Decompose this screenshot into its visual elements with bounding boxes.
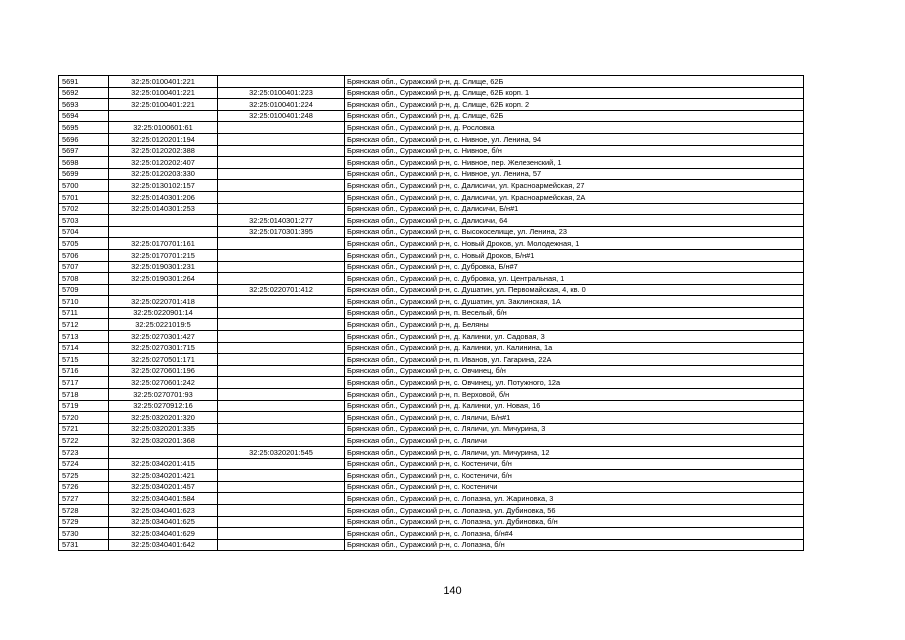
address-cell: Брянская обл., Суражский р-н, с. Далисичи, ул. Красноармейская, 2А xyxy=(345,191,804,203)
row-number-cell: 5722 xyxy=(59,435,109,447)
row-number-cell: 5693 xyxy=(59,99,109,111)
row-number-cell: 5714 xyxy=(59,342,109,354)
row-number-cell: 5719 xyxy=(59,400,109,412)
cadastral-number-cell: 32:25:0270601:196 xyxy=(109,365,218,377)
cadastral-number-cell xyxy=(109,284,218,296)
address-cell: Брянская обл., Суражский р-н, с. Лопазна, ул. Дубиновка, б/н xyxy=(345,516,804,528)
table-row xyxy=(59,539,804,551)
cadastral-number-cell: 32:25:0270501:171 xyxy=(109,354,218,366)
parent-cadastral-number-cell xyxy=(218,133,345,145)
address-cell: Брянская обл., Суражский р-н, с. Душатин, ул. Первомайская, 4, кв. 0 xyxy=(345,284,804,296)
table-row xyxy=(59,168,804,180)
parent-cadastral-number-cell: 32:25:0100401:248 xyxy=(218,110,345,122)
cadastral-number-cell xyxy=(109,110,218,122)
row-number-cell: 5716 xyxy=(59,365,109,377)
table-row xyxy=(59,226,804,238)
address-cell: Брянская обл., Суражский р-н, п. Веселый, б/н xyxy=(345,307,804,319)
parent-cadastral-number-cell: 32:25:0170301:395 xyxy=(218,226,345,238)
address-cell: Брянская обл., Суражский р-н, с. Лопазна, б/н xyxy=(345,539,804,551)
cadastral-number-cell: 32:25:0120201:194 xyxy=(109,133,218,145)
row-number-cell: 5729 xyxy=(59,516,109,528)
address-cell: Брянская обл., Суражский р-н, п. Иванов, ул. Гагарина, 22А xyxy=(345,354,804,366)
row-number-cell: 5731 xyxy=(59,539,109,551)
parent-cadastral-number-cell xyxy=(218,528,345,540)
address-cell: Брянская обл., Суражский р-н, с. Новый Дроков, ул. Молодежная, 1 xyxy=(345,238,804,250)
table-row xyxy=(59,423,804,435)
address-cell: Брянская обл., Суражский р-н, д. Рословка xyxy=(345,122,804,134)
row-number-cell: 5718 xyxy=(59,389,109,401)
cadastral-number-cell: 32:25:0140301:253 xyxy=(109,203,218,215)
row-number-cell: 5696 xyxy=(59,133,109,145)
parent-cadastral-number-cell: 32:25:0100401:223 xyxy=(218,87,345,99)
cadastral-number-cell: 32:25:0320201:320 xyxy=(109,412,218,424)
parent-cadastral-number-cell xyxy=(218,122,345,134)
row-number-cell: 5717 xyxy=(59,377,109,389)
table-row xyxy=(59,458,804,470)
row-number-cell: 5695 xyxy=(59,122,109,134)
row-number-cell: 5702 xyxy=(59,203,109,215)
table-row xyxy=(59,157,804,169)
table-row xyxy=(59,412,804,424)
table-row xyxy=(59,99,804,111)
row-number-cell: 5725 xyxy=(59,470,109,482)
parent-cadastral-number-cell xyxy=(218,157,345,169)
table-row xyxy=(59,284,804,296)
table-row xyxy=(59,238,804,250)
parent-cadastral-number-cell: 32:25:0220701:412 xyxy=(218,284,345,296)
row-number-cell: 5697 xyxy=(59,145,109,157)
row-number-cell: 5705 xyxy=(59,238,109,250)
table-row xyxy=(59,249,804,261)
address-cell: Брянская обл., Суражский р-н, с. Ляличи, Б/н#1 xyxy=(345,412,804,424)
parent-cadastral-number-cell xyxy=(218,331,345,343)
parent-cadastral-number-cell xyxy=(218,365,345,377)
address-cell: Брянская обл., Суражский р-н, п. Верховой, б/н xyxy=(345,389,804,401)
table-row xyxy=(59,215,804,227)
cadastral-number-cell: 32:25:0270701:93 xyxy=(109,389,218,401)
cadastral-number-cell: 32:25:0340401:584 xyxy=(109,493,218,505)
cadastral-number-cell: 32:25:0190301:231 xyxy=(109,261,218,273)
row-number-cell: 5701 xyxy=(59,191,109,203)
table-row xyxy=(59,481,804,493)
address-cell: Брянская обл., Суражский р-н, с. Лопазна, б/н#4 xyxy=(345,528,804,540)
parent-cadastral-number-cell xyxy=(218,203,345,215)
parent-cadastral-number-cell xyxy=(218,273,345,285)
parent-cadastral-number-cell xyxy=(218,400,345,412)
address-cell: Брянская обл., Суражский р-н, д. Слище, 62Б xyxy=(345,76,804,88)
table-row xyxy=(59,470,804,482)
address-cell: Брянская обл., Суражский р-н, с. Лопазна, ул. Жариновка, 3 xyxy=(345,493,804,505)
row-number-cell: 5700 xyxy=(59,180,109,192)
table-row xyxy=(59,435,804,447)
cadastral-number-cell xyxy=(109,215,218,227)
address-cell: Брянская обл., Суражский р-н, с. Костеничи, б/н xyxy=(345,458,804,470)
row-number-cell: 5715 xyxy=(59,354,109,366)
row-number-cell: 5709 xyxy=(59,284,109,296)
parent-cadastral-number-cell xyxy=(218,307,345,319)
address-cell: Брянская обл., Суражский р-н, с. Душатин, ул. Заклинская, 1А xyxy=(345,296,804,308)
table-row xyxy=(59,365,804,377)
table-row xyxy=(59,389,804,401)
row-number-cell: 5692 xyxy=(59,87,109,99)
address-cell: Брянская обл., Суражский р-н, д. Калинки, ул. Новая, 16 xyxy=(345,400,804,412)
address-cell: Брянская обл., Суражский р-н, с. Костеничи, б/н xyxy=(345,470,804,482)
row-number-cell: 5730 xyxy=(59,528,109,540)
cadastral-number-cell: 32:25:0320201:335 xyxy=(109,423,218,435)
row-number-cell: 5708 xyxy=(59,273,109,285)
table-row xyxy=(59,504,804,516)
cadastral-number-cell: 32:25:0270301:715 xyxy=(109,342,218,354)
table-row xyxy=(59,87,804,99)
row-number-cell: 5698 xyxy=(59,157,109,169)
table-row xyxy=(59,319,804,331)
table-row xyxy=(59,133,804,145)
table-row xyxy=(59,447,804,459)
cadastral-number-cell: 32:25:0221019:5 xyxy=(109,319,218,331)
table-row xyxy=(59,400,804,412)
parent-cadastral-number-cell xyxy=(218,342,345,354)
cadastral-number-cell: 32:25:0140301:206 xyxy=(109,191,218,203)
table-row xyxy=(59,191,804,203)
address-cell: Брянская обл., Суражский р-н, с. Дубровка, Б/н#7 xyxy=(345,261,804,273)
cadastral-number-cell: 32:25:0270301:427 xyxy=(109,331,218,343)
parent-cadastral-number-cell: 32:25:0100401:224 xyxy=(218,99,345,111)
address-cell: Брянская обл., Суражский р-н, д. Беляны xyxy=(345,319,804,331)
address-cell: Брянская обл., Суражский р-н, с. Ляличи, ул. Мичурина, 3 xyxy=(345,423,804,435)
parent-cadastral-number-cell: 32:25:0320201:545 xyxy=(218,447,345,459)
address-cell: Брянская обл., Суражский р-н, с. Нивное, ул. Ленина, 57 xyxy=(345,168,804,180)
address-cell: Брянская обл., Суражский р-н, д. Калинки, ул. Калинина, 1а xyxy=(345,342,804,354)
parent-cadastral-number-cell xyxy=(218,504,345,516)
cadastral-number-cell xyxy=(109,226,218,238)
parent-cadastral-number-cell xyxy=(218,539,345,551)
table-row xyxy=(59,516,804,528)
row-number-cell: 5707 xyxy=(59,261,109,273)
address-cell: Брянская обл., Суражский р-н, с. Высокоселище, ул. Ленина, 23 xyxy=(345,226,804,238)
table-row xyxy=(59,76,804,88)
row-number-cell: 5723 xyxy=(59,447,109,459)
row-number-cell: 5726 xyxy=(59,481,109,493)
parent-cadastral-number-cell xyxy=(218,423,345,435)
address-cell: Брянская обл., Суражский р-н, с. Дубровка, ул. Центральная, 1 xyxy=(345,273,804,285)
row-number-cell: 5728 xyxy=(59,504,109,516)
table-row xyxy=(59,493,804,505)
row-number-cell: 5724 xyxy=(59,458,109,470)
address-cell: Брянская обл., Суражский р-н, с. Ляличи xyxy=(345,435,804,447)
cadastral-number-cell: 32:25:0220701:418 xyxy=(109,296,218,308)
parent-cadastral-number-cell xyxy=(218,389,345,401)
cadastral-number-cell: 32:25:0270601:242 xyxy=(109,377,218,389)
cadastral-number-cell: 32:25:0100601:61 xyxy=(109,122,218,134)
table-row xyxy=(59,307,804,319)
property-table-body xyxy=(59,76,804,551)
parent-cadastral-number-cell xyxy=(218,412,345,424)
row-number-cell: 5703 xyxy=(59,215,109,227)
table-row xyxy=(59,354,804,366)
row-number-cell: 5710 xyxy=(59,296,109,308)
parent-cadastral-number-cell xyxy=(218,481,345,493)
parent-cadastral-number-cell: 32:25:0140301:277 xyxy=(218,215,345,227)
table-row xyxy=(59,273,804,285)
cadastral-number-cell: 32:25:0190301:264 xyxy=(109,273,218,285)
parent-cadastral-number-cell xyxy=(218,261,345,273)
parent-cadastral-number-cell xyxy=(218,319,345,331)
cadastral-number-cell: 32:25:0100401:221 xyxy=(109,87,218,99)
cadastral-number-cell: 32:25:0340201:457 xyxy=(109,481,218,493)
table-row xyxy=(59,110,804,122)
parent-cadastral-number-cell xyxy=(218,458,345,470)
cadastral-number-cell: 32:25:0120202:388 xyxy=(109,145,218,157)
row-number-cell: 5699 xyxy=(59,168,109,180)
cadastral-number-cell: 32:25:0340401:629 xyxy=(109,528,218,540)
cadastral-number-cell: 32:25:0340201:421 xyxy=(109,470,218,482)
address-cell: Брянская обл., Суражский р-н, с. Новый Дроков, Б/н#1 xyxy=(345,249,804,261)
address-cell: Брянская обл., Суражский р-н, д. Слище, 62Б xyxy=(345,110,804,122)
table-row xyxy=(59,122,804,134)
parent-cadastral-number-cell xyxy=(218,354,345,366)
property-table xyxy=(58,75,804,551)
table-row xyxy=(59,528,804,540)
cadastral-number-cell: 32:25:0270912:16 xyxy=(109,400,218,412)
parent-cadastral-number-cell xyxy=(218,493,345,505)
cadastral-number-cell: 32:25:0340401:625 xyxy=(109,516,218,528)
parent-cadastral-number-cell xyxy=(218,191,345,203)
page-number: 140 xyxy=(443,585,462,597)
cadastral-number-cell: 32:25:0100401:221 xyxy=(109,99,218,111)
address-cell: Брянская обл., Суражский р-н, с. Нивное, ул. Ленина, 94 xyxy=(345,133,804,145)
row-number-cell: 5706 xyxy=(59,249,109,261)
parent-cadastral-number-cell xyxy=(218,377,345,389)
table-row xyxy=(59,296,804,308)
address-cell: Брянская обл., Суражский р-н, д. Слище, 62Б корп. 2 xyxy=(345,99,804,111)
parent-cadastral-number-cell xyxy=(218,238,345,250)
table-row xyxy=(59,342,804,354)
parent-cadastral-number-cell xyxy=(218,145,345,157)
cadastral-number-cell: 32:25:0120202:407 xyxy=(109,157,218,169)
row-number-cell: 5694 xyxy=(59,110,109,122)
address-cell: Брянская обл., Суражский р-н, с. Нивное, б/н xyxy=(345,145,804,157)
table-row xyxy=(59,377,804,389)
row-number-cell: 5712 xyxy=(59,319,109,331)
address-cell: Брянская обл., Суражский р-н, с. Далисичи, ул. Красноармейская, 27 xyxy=(345,180,804,192)
cadastral-number-cell: 32:25:0220901:14 xyxy=(109,307,218,319)
row-number-cell: 5720 xyxy=(59,412,109,424)
address-cell: Брянская обл., Суражский р-н, д. Слище, 62Б корп. 1 xyxy=(345,87,804,99)
row-number-cell: 5727 xyxy=(59,493,109,505)
cadastral-number-cell: 32:25:0340201:415 xyxy=(109,458,218,470)
table-row xyxy=(59,180,804,192)
row-number-cell: 5691 xyxy=(59,76,109,88)
table-row xyxy=(59,261,804,273)
address-cell: Брянская обл., Суражский р-н, с. Далисичи, 64 xyxy=(345,215,804,227)
address-cell: Брянская обл., Суражский р-н, с. Лопазна, ул. Дубиновка, 56 xyxy=(345,504,804,516)
parent-cadastral-number-cell xyxy=(218,470,345,482)
address-cell: Брянская обл., Суражский р-н, с. Овчинец, ул. Потужного, 12а xyxy=(345,377,804,389)
cadastral-number-cell: 32:25:0340401:623 xyxy=(109,504,218,516)
parent-cadastral-number-cell xyxy=(218,249,345,261)
cadastral-number-cell: 32:25:0320201:368 xyxy=(109,435,218,447)
parent-cadastral-number-cell xyxy=(218,435,345,447)
address-cell: Брянская обл., Суражский р-н, с. Костеничи xyxy=(345,481,804,493)
address-cell: Брянская обл., Суражский р-н, с. Овчинец, б/н xyxy=(345,365,804,377)
row-number-cell: 5713 xyxy=(59,331,109,343)
table-row xyxy=(59,331,804,343)
table-row xyxy=(59,203,804,215)
cadastral-number-cell: 32:25:0170701:161 xyxy=(109,238,218,250)
cadastral-number-cell: 32:25:0170701:215 xyxy=(109,249,218,261)
address-cell: Брянская обл., Суражский р-н, д. Калинки, ул. Садовая, 3 xyxy=(345,331,804,343)
parent-cadastral-number-cell xyxy=(218,76,345,88)
parent-cadastral-number-cell xyxy=(218,296,345,308)
cadastral-number-cell: 32:25:0120203:330 xyxy=(109,168,218,180)
parent-cadastral-number-cell xyxy=(218,180,345,192)
cadastral-number-cell: 32:25:0100401:221 xyxy=(109,76,218,88)
row-number-cell: 5721 xyxy=(59,423,109,435)
cadastral-number-cell xyxy=(109,447,218,459)
address-cell: Брянская обл., Суражский р-н, с. Ляличи, ул. Мичурина, 12 xyxy=(345,447,804,459)
row-number-cell: 5711 xyxy=(59,307,109,319)
row-number-cell: 5704 xyxy=(59,226,109,238)
table-row xyxy=(59,145,804,157)
address-cell: Брянская обл., Суражский р-н, с. Далисичи, Б/н#1 xyxy=(345,203,804,215)
address-cell: Брянская обл., Суражский р-н, с. Нивное, пер. Железенский, 1 xyxy=(345,157,804,169)
cadastral-number-cell: 32:25:0340401:642 xyxy=(109,539,218,551)
cadastral-number-cell: 32:25:0130102:157 xyxy=(109,180,218,192)
parent-cadastral-number-cell xyxy=(218,168,345,180)
parent-cadastral-number-cell xyxy=(218,516,345,528)
